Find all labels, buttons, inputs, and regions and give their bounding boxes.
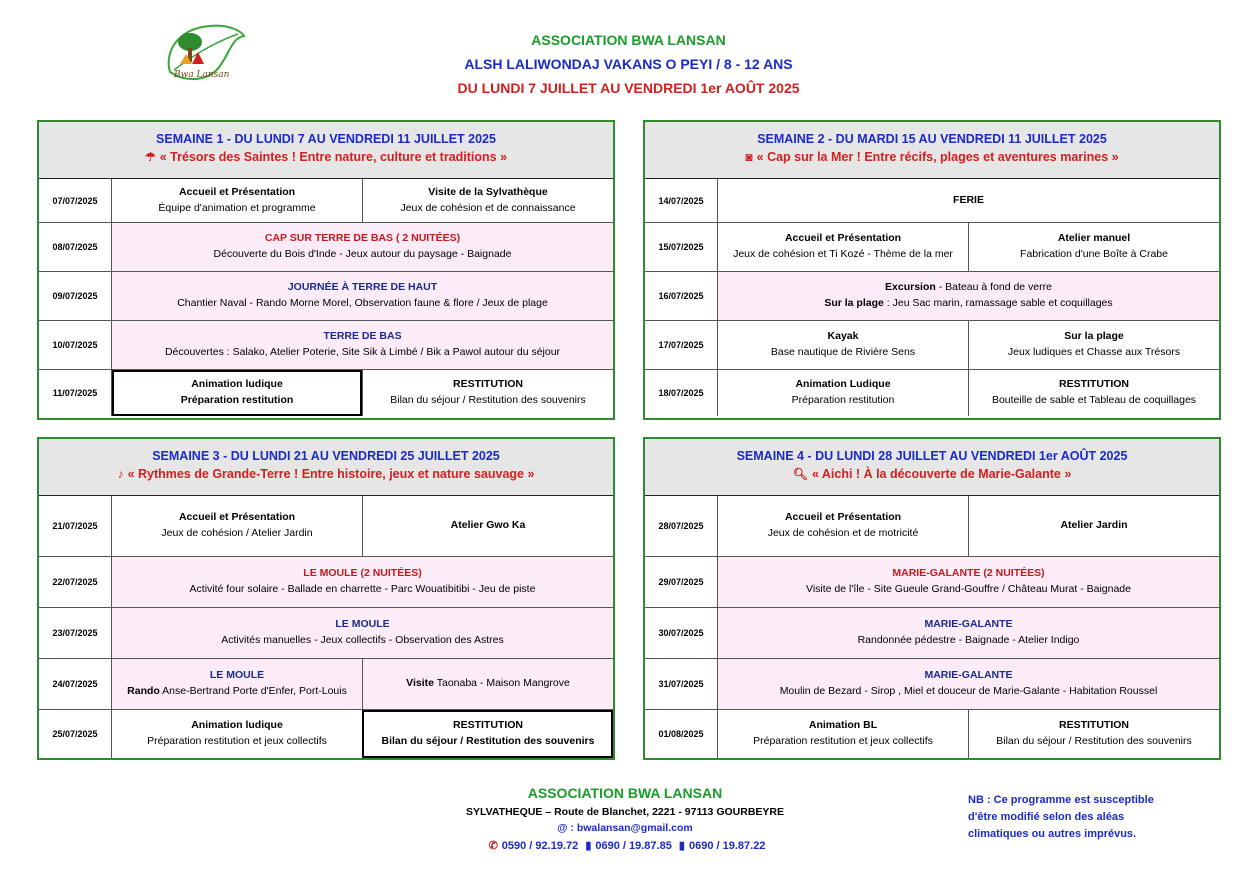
mobile-icon: ▮ bbox=[585, 840, 592, 852]
activity-cell bbox=[362, 179, 613, 222]
row-date: 25/07/2025 bbox=[39, 710, 112, 758]
mobile-icon: ▮ bbox=[678, 840, 685, 852]
footer-association: ASSOCIATION BWA LANSAN bbox=[527, 785, 723, 801]
week-1 bbox=[37, 120, 615, 420]
row-date: 09/07/2025 bbox=[39, 272, 112, 320]
row-date: 22/07/2025 bbox=[39, 557, 112, 607]
umbrella-icon: ☂ bbox=[144, 150, 156, 164]
activity-title: RESTITUTION bbox=[1059, 378, 1129, 391]
schedule-row bbox=[645, 556, 1219, 607]
schedule-row bbox=[645, 320, 1219, 369]
activity-cell bbox=[718, 223, 968, 271]
schedule-row bbox=[39, 222, 613, 271]
activity-desc: Préparation restitution et jeux collectifs bbox=[147, 735, 327, 747]
activity-desc: Bouteille de sable et Tableau de coquillages bbox=[991, 394, 1197, 406]
activity-keyword: Rando bbox=[127, 685, 160, 697]
activity-desc: Préparation restitution bbox=[791, 394, 895, 406]
activity-title: RESTITUTION bbox=[453, 719, 523, 732]
week-2 bbox=[643, 120, 1221, 420]
week-1-rows bbox=[39, 179, 613, 416]
week-1-theme: « Trésors des Saintes ! Entre nature, culture et traditions » bbox=[159, 150, 508, 164]
schedule-row bbox=[645, 222, 1219, 271]
activity-desc: Bilan du séjour / Restitution des souvenirs bbox=[390, 394, 586, 406]
footer-email[interactable]: @ : bwalansan@gmail.com bbox=[557, 822, 693, 834]
activity-cell bbox=[362, 659, 613, 709]
activity-cell bbox=[968, 370, 1219, 416]
nb-line: climatiques ou autres imprévus. bbox=[968, 828, 1137, 841]
week-3-theme: « Rythmes de Grande-Terre ! Entre histoire, jeux et nature sauvage » bbox=[127, 467, 535, 481]
week-4-rows bbox=[645, 496, 1219, 758]
week-1-title: SEMAINE 1 - DU LUNDI 7 AU VENDREDI 11 JUILLET 2025 bbox=[156, 132, 496, 146]
activity-cell bbox=[718, 710, 968, 758]
activity-desc: Préparation restitution bbox=[180, 394, 294, 406]
week-3 bbox=[37, 437, 615, 760]
schedule-row bbox=[645, 496, 1219, 556]
row-date: 31/07/2025 bbox=[645, 659, 718, 709]
activity-cell bbox=[112, 608, 613, 658]
schedule-row bbox=[39, 179, 613, 222]
week-4-title: SEMAINE 4 - DU LUNDI 28 JUILLET AU VENDREDI 1er AOÛT 2025 bbox=[736, 449, 1128, 463]
activity-desc: : Jeu Sac marin, ramassage sable et coquillages bbox=[883, 297, 1113, 309]
activity-desc: Base nautique de Rivière Sens bbox=[770, 346, 916, 358]
magnifier-icon: 🔍︎ bbox=[792, 467, 808, 481]
activity-desc: Jeux de cohésion / Atelier Jardin bbox=[161, 527, 313, 539]
schedule-row bbox=[39, 496, 613, 556]
activity-title: Sur la plage bbox=[1064, 330, 1124, 343]
row-date: 08/07/2025 bbox=[39, 223, 112, 271]
schedule-row bbox=[645, 709, 1219, 758]
activity-title: Accueil et Présentation bbox=[178, 185, 296, 198]
activity-title: Animation ludique bbox=[191, 378, 283, 391]
row-date: 11/07/2025 bbox=[39, 370, 112, 416]
row-date: 14/07/2025 bbox=[645, 179, 718, 222]
activity-cell bbox=[718, 179, 1219, 222]
activity-title: JOURNÉE À TERRE DE HAUT bbox=[287, 281, 438, 294]
week-2-title: SEMAINE 2 - DU MARDI 15 AU VENDREDI 11 JUILLET 2025 bbox=[757, 132, 1107, 146]
row-date: 30/07/2025 bbox=[645, 608, 718, 658]
activity-title: RESTITUTION bbox=[453, 378, 523, 391]
activity-title: Accueil et Présentation bbox=[178, 511, 296, 524]
activity-title: Animation BL bbox=[808, 719, 878, 732]
schedule-row bbox=[39, 320, 613, 369]
activity-title: MARIE-GALANTE (2 NUITÉES) bbox=[892, 567, 1045, 580]
activity-cell bbox=[112, 321, 613, 369]
activity-title: Animation ludique bbox=[191, 719, 283, 732]
row-date: 24/07/2025 bbox=[39, 659, 112, 709]
row-date: 28/07/2025 bbox=[645, 496, 718, 556]
phone-icon: ✆ bbox=[488, 840, 498, 852]
activity-cell bbox=[112, 223, 613, 271]
activity-desc: Anse-Bertrand Porte d'Enfer, Port-Louis bbox=[159, 685, 347, 697]
activity-cell bbox=[968, 710, 1219, 758]
activity-cell bbox=[968, 496, 1219, 556]
activity-cell bbox=[112, 272, 613, 320]
activity-title: Atelier manuel bbox=[1057, 232, 1131, 245]
activity-title: Atelier Jardin bbox=[1060, 519, 1128, 532]
week-1-header bbox=[39, 122, 613, 179]
activity-cell bbox=[718, 321, 968, 369]
activity-desc: Moulin de Bezard - Sirop , Miel et douceur de Marie-Galante - Habitation Roussel bbox=[779, 685, 1158, 697]
schedule-row bbox=[39, 556, 613, 607]
activity-desc: - Bateau à fond de verre bbox=[935, 281, 1052, 294]
activity-desc: Jeux de cohésion et de connaissance bbox=[400, 201, 576, 214]
activity-desc: Activité four solaire - Ballade en charrette - Parc Wouatibitibi - Jeu de piste bbox=[189, 583, 536, 595]
activity-cell bbox=[968, 223, 1219, 271]
week-2-rows bbox=[645, 179, 1219, 416]
activity-title: Atelier Gwo Ka bbox=[450, 519, 526, 532]
activity-desc: Fabrication d'une Boîte à Crabe bbox=[1020, 248, 1168, 260]
header-program: ALSH LALIWONDAJ VAKANS O PEYI / 8 - 12 ANS bbox=[464, 56, 793, 72]
schedule-row bbox=[645, 271, 1219, 320]
row-date: 17/07/2025 bbox=[645, 321, 718, 369]
week-3-header bbox=[39, 439, 613, 496]
activity-cell bbox=[112, 557, 613, 607]
row-date: 15/07/2025 bbox=[645, 223, 718, 271]
activity-desc: Bilan du séjour / Restitution des souvenirs bbox=[996, 735, 1192, 747]
activity-desc: Jeux de cohésion et Ti Kozé - Thème de la mer bbox=[733, 248, 953, 260]
activity-desc: Bilan du séjour / Restitution des souvenirs bbox=[381, 735, 595, 747]
activity-cell bbox=[112, 659, 362, 709]
activity-title: MARIE-GALANTE bbox=[924, 618, 1013, 631]
nb-line: NB : Ce programme est susceptible bbox=[968, 794, 1154, 806]
schedule-row bbox=[39, 607, 613, 658]
activity-desc: Préparation restitution et jeux collectifs bbox=[753, 735, 933, 747]
activity-desc: Chantier Naval - Rando Morne Morel, Observation faune & flore / Jeux de plage bbox=[177, 297, 548, 309]
phone-2[interactable]: 0690 / 19.87.85 bbox=[595, 840, 672, 852]
activity-title: TERRE DE BAS bbox=[323, 330, 402, 343]
week-3-title: SEMAINE 3 - DU LUNDI 21 AU VENDREDI 25 JUILLET 2025 bbox=[152, 449, 500, 463]
logo-text: Bwa Lansan bbox=[174, 70, 230, 80]
activity-title: LE MOULE bbox=[209, 669, 265, 682]
activity-cell bbox=[718, 370, 968, 416]
footer-address: SYLVATHEQUE – Route de Blanchet, 2221 - 97113 GOURBEYRE bbox=[465, 806, 784, 818]
schedule-row bbox=[39, 369, 613, 416]
week-3-rows bbox=[39, 496, 613, 758]
activity-title: RESTITUTION bbox=[1059, 719, 1129, 732]
activity-title: CAP SUR TERRE DE BAS ( 2 NUITÉES) bbox=[264, 232, 461, 245]
nb-note bbox=[968, 792, 1198, 843]
schedule-row bbox=[645, 607, 1219, 658]
activity-cell bbox=[362, 496, 613, 556]
row-date: 18/07/2025 bbox=[645, 370, 718, 416]
activity-cell bbox=[718, 272, 1219, 320]
activity-desc: Taonaba - Maison Mangrove bbox=[434, 677, 570, 690]
activity-cell bbox=[718, 659, 1219, 709]
row-date: 01/08/2025 bbox=[645, 710, 718, 758]
week-4-header bbox=[645, 439, 1219, 496]
activity-title: FERIE bbox=[953, 193, 984, 206]
header-association: ASSOCIATION BWA LANSAN bbox=[531, 32, 726, 48]
activity-cell bbox=[718, 496, 968, 556]
schedule-row bbox=[645, 179, 1219, 222]
activity-title: Visite de la Sylvathèque bbox=[428, 185, 548, 198]
activity-cell bbox=[362, 710, 613, 758]
activity-keyword: Visite bbox=[406, 677, 434, 690]
schedule-row bbox=[39, 271, 613, 320]
activity-desc: Jeux ludiques et Chasse aux Trésors bbox=[1007, 346, 1181, 358]
activity-cell bbox=[362, 370, 613, 416]
activity-title: Accueil et Présentation bbox=[784, 511, 902, 524]
row-date: 07/07/2025 bbox=[39, 179, 112, 222]
activity-desc: Activités manuelles - Jeux collectifs - Observation des Astres bbox=[221, 634, 504, 646]
week-4-theme: « Aichi ! À la découverte de Marie-Galante » bbox=[811, 467, 1072, 481]
week-4 bbox=[643, 437, 1221, 760]
activity-desc: Randonnée pédestre - Baignade - Atelier Indigo bbox=[857, 634, 1080, 646]
activity-title: MARIE-GALANTE bbox=[924, 669, 1013, 682]
activity-title: Kayak bbox=[827, 330, 859, 343]
row-date: 29/07/2025 bbox=[645, 557, 718, 607]
activity-desc: Découvertes : Salako, Atelier Poterie, Site Sik à Limbé / Bik a Pawol autour du séjour bbox=[164, 346, 561, 358]
activity-cell bbox=[112, 710, 362, 758]
activity-title: Animation Ludique bbox=[795, 378, 891, 391]
activity-title: Sur la plage bbox=[824, 297, 884, 309]
activity-desc: Découverte du Bois d'Inde - Jeux autour du paysage - Baignade bbox=[213, 248, 512, 260]
activity-desc: Jeux de cohésion et de motricité bbox=[767, 527, 919, 539]
activity-title: Accueil et Présentation bbox=[784, 232, 902, 245]
activity-cell bbox=[718, 557, 1219, 607]
activity-cell bbox=[112, 179, 362, 222]
row-date: 23/07/2025 bbox=[39, 608, 112, 658]
activity-title: Excursion bbox=[885, 281, 936, 294]
row-date: 16/07/2025 bbox=[645, 272, 718, 320]
activity-desc: Visite de l'île - Site Gueule Grand-Gouffre / Château Murat - Baignade bbox=[806, 583, 1131, 595]
footer-phones bbox=[300, 839, 950, 852]
activity-title: LE MOULE bbox=[335, 618, 390, 631]
schedule-row bbox=[39, 709, 613, 758]
activity-cell bbox=[112, 496, 362, 556]
activity-cell bbox=[968, 321, 1219, 369]
header-dates: DU LUNDI 7 JUILLET AU VENDREDI 1er AOÛT 2025 bbox=[457, 80, 800, 96]
nb-line: d'être modifié selon des aléas bbox=[968, 811, 1125, 824]
schedule-row bbox=[645, 658, 1219, 709]
activity-title: LE MOULE (2 NUITÉES) bbox=[303, 567, 422, 580]
phone-3[interactable]: 0690 / 19.87.22 bbox=[688, 840, 766, 852]
row-date: 10/07/2025 bbox=[39, 321, 112, 369]
schedule-row bbox=[39, 658, 613, 709]
week-2-header bbox=[645, 122, 1219, 179]
schedule-row bbox=[645, 369, 1219, 416]
drum-icon: ♪ bbox=[117, 467, 124, 481]
activity-cell bbox=[718, 608, 1219, 658]
row-date: 21/07/2025 bbox=[39, 496, 112, 556]
shell-icon: ◙ bbox=[745, 150, 753, 164]
phone-1[interactable]: 0590 / 92.19.72 bbox=[501, 840, 579, 852]
activity-cell bbox=[112, 370, 362, 416]
activity-desc: Équipe d'animation et programme bbox=[158, 201, 316, 214]
week-2-theme: « Cap sur la Mer ! Entre récifs, plages et aventures marines » bbox=[756, 150, 1119, 164]
